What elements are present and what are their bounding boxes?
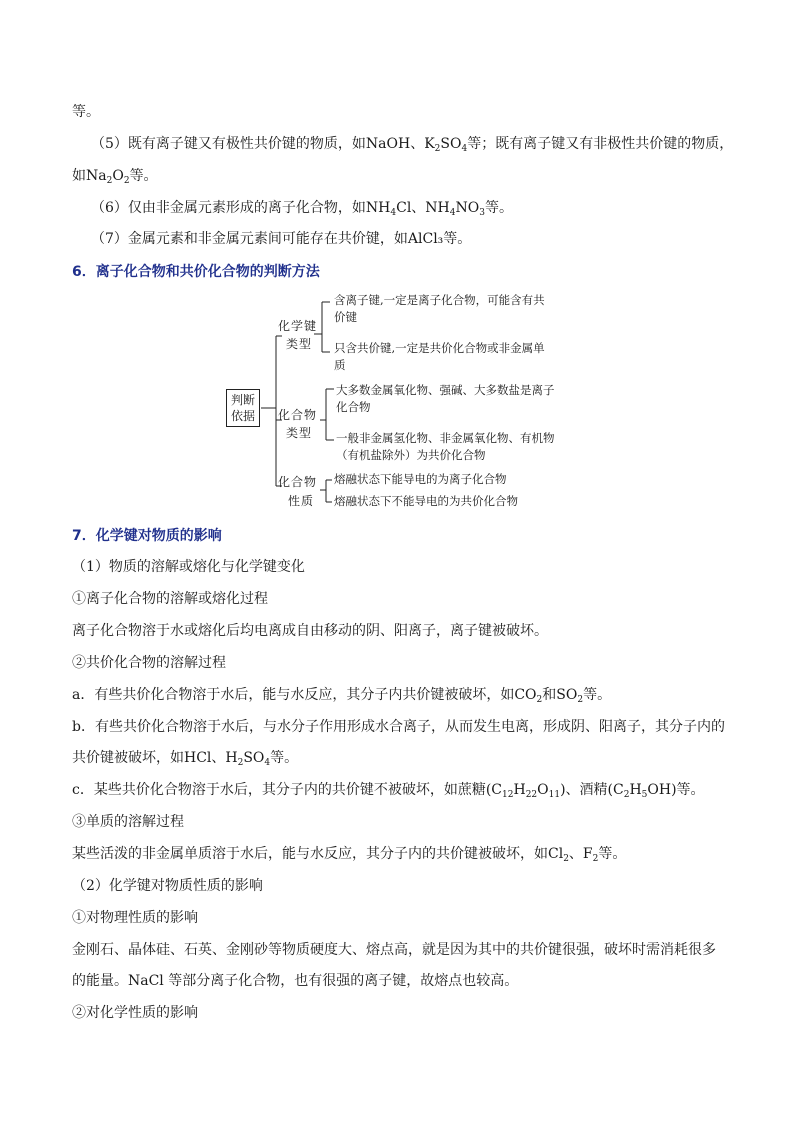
point-b: b．有些共价化合物溶于水后，与水分子作用形成水合离子，从而发生电离，形成阴、阳离子，其分子内的 <box>72 719 725 735</box>
leaf-molten-nonconductive: 熔融状态下不能导电的为共价化合物 <box>334 494 518 508</box>
point-c: c．某些共价化合物溶于水后，其分子内的共价键不被破坏，如蔗糖$(C_{12}H_{22}O_{11})$、酒精$(C_2H_5OH)$等。 <box>72 782 705 800</box>
leaf-molten-conductive: 熔融状态下能导电的为离子化合物 <box>334 472 507 486</box>
diagram-root-box <box>226 389 260 427</box>
subsection-1: （1）物质的溶解或熔化与化学键变化 <box>72 559 305 575</box>
item-4-text: 金刚石、晶体硅、石英、金刚砂等物质硬度大、熔点高，就是因为其中的共价键很强，破坏时需消耗很多 <box>72 942 716 958</box>
point-b-cont: 共价键被破坏，如HCl、$H_2SO_4$等。 <box>72 750 299 768</box>
section-heading-6: 6．离子化合物和共价化合物的判断方法 <box>72 264 320 280</box>
paragraph-7: （7）金属元素和非金属元素间可能存在共价键，如AlCl₃等。 <box>91 231 472 247</box>
branch-chemical-bond-type: 化学键 <box>278 319 318 333</box>
item-5-title: ②对化学性质的影响 <box>72 1005 198 1021</box>
leaf-covalent-only: 只含共价键,一定是共价化合物或非金属单 质 <box>334 341 545 372</box>
paragraph-6: （6）仅由非金属元素形成的离子化合物，如$NH_4Cl$、$NH_4NO_3$等。 <box>91 200 513 218</box>
branch-compound-type-2: 类型 <box>286 426 313 440</box>
leaf-ionic-compounds: 大多数金属氧化物、强碱、大多数盐是离子 化合物 <box>336 383 555 414</box>
item-2-title: ②共价化合物的溶解过程 <box>72 655 226 671</box>
section-heading-7: 7．化学键对物质的影响 <box>72 528 222 544</box>
branch-compound-property: 化合物 <box>278 475 318 489</box>
item-1-text: 离子化合物溶于水或熔化后均电离成自由移动的阴、阳离子，离子键被破坏。 <box>72 623 548 639</box>
classification-diagram <box>226 290 606 512</box>
text-line: 等。 <box>72 104 100 120</box>
branch-chemical-bond-type-2: 类型 <box>286 337 313 351</box>
leaf-ionic-bond: 含离子键,一定是离子化合物，可能含有共 价键 <box>334 293 545 324</box>
subsection-2: （2）化学键对物质性质的影响 <box>72 878 263 894</box>
item-3-text: 某些活泼的非金属单质溶于水后，能与水反应，其分子内的共价键被破坏，如$Cl_2$、$F_2$等。 <box>72 846 627 864</box>
root-label-1: 判断 <box>230 393 255 407</box>
item-4-text-cont: 的能量。NaCl 等部分离子化合物，也有很强的离子键，故熔点也较高。 <box>72 973 519 989</box>
item-1-title: ①离子化合物的溶解或熔化过程 <box>72 591 268 607</box>
point-a: a．有些共价化合物溶于水后，能与水反应，其分子内共价键被破坏，如$CO_2$和$SO_2$等。 <box>72 687 612 705</box>
item-4-title: ①对物理性质的影响 <box>72 910 198 926</box>
branch-compound-type: 化合物 <box>278 408 318 422</box>
root-label-2: 依据 <box>230 409 255 423</box>
leaf-covalent-compounds: 一般非金属氢化物、非金属氧化物、有机物 （有机盐除外）为共价化合物 <box>336 431 555 462</box>
branch-compound-property-2: 性质 <box>288 494 315 508</box>
paragraph-5: （5）既有离子键又有极性共价键的物质，如NaOH、$K_2SO_4$等；既有离子键又有非极性共价键的物质， <box>91 136 734 154</box>
item-3-title: ③单质的溶解过程 <box>72 814 184 830</box>
paragraph-5-cont: 如$Na_2O_2$等。 <box>72 168 158 186</box>
